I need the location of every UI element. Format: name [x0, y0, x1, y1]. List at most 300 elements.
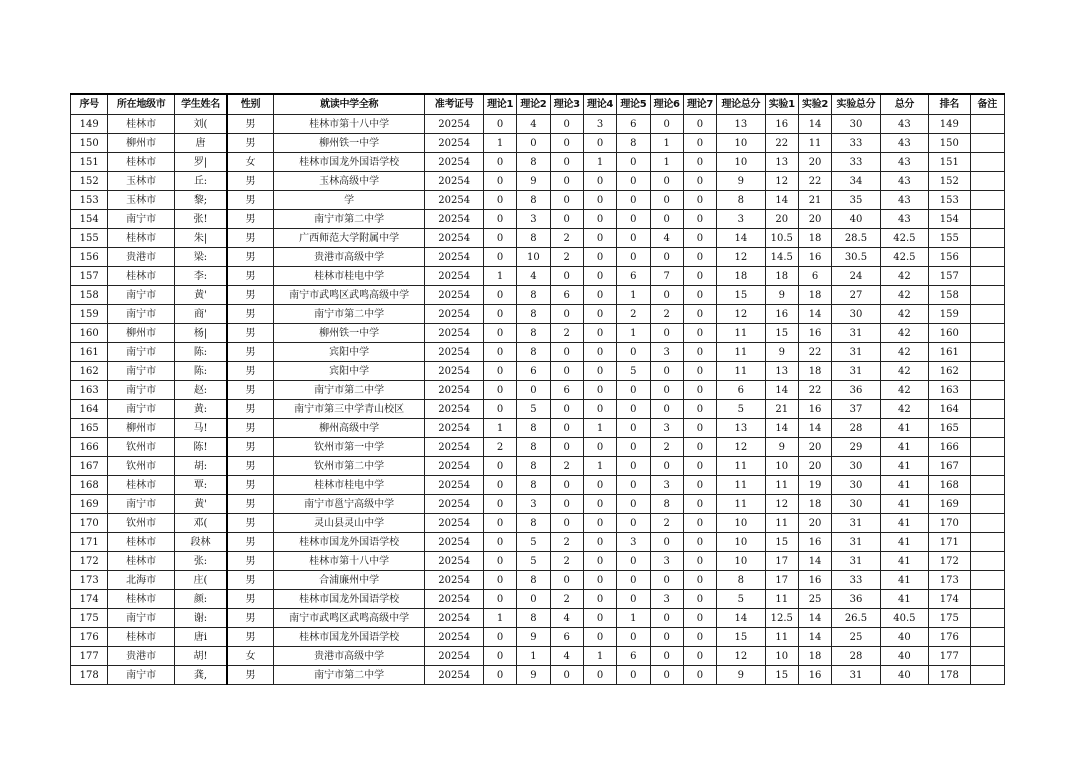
table-row — [71, 476, 1005, 495]
cell-student-name: 颜: — [175, 590, 228, 609]
cell-school: 钦州市第一中学 — [273, 438, 424, 457]
cell-student-name: 杨| — [175, 324, 228, 343]
cell-theory-6: 4 — [650, 229, 683, 248]
cell-theory-6: 3 — [650, 552, 683, 571]
cell-theory-2: 8 — [517, 343, 550, 362]
cell-exam-id: 20254 — [425, 362, 484, 381]
table-row — [71, 134, 1005, 153]
cell-school: 南宁市第三中学青山校区 — [273, 400, 424, 419]
cell-student-name: 黄: — [175, 400, 228, 419]
cell-theory-4: 0 — [583, 286, 616, 305]
cell-theory-1: 0 — [483, 362, 516, 381]
cell-total-score: 42 — [880, 267, 928, 286]
cell-theory-2: 1 — [517, 647, 550, 666]
cell-exam-id: 20254 — [425, 514, 484, 533]
table-row — [71, 381, 1005, 400]
cell-theory-5: 0 — [617, 552, 650, 571]
cell-theory-6: 0 — [650, 324, 683, 343]
cell-seq: 154 — [71, 210, 108, 229]
cell-city: 桂林市 — [108, 533, 175, 552]
cell-lab-2: 20 — [798, 210, 831, 229]
cell-theory-4: 0 — [583, 476, 616, 495]
cell-rank: 156 — [929, 248, 970, 267]
cell-theory-3: 0 — [550, 476, 583, 495]
cell-exam-id: 20254 — [425, 343, 484, 362]
table-row — [71, 457, 1005, 476]
col-header-gender: 性别 — [227, 94, 273, 115]
cell-exam-id: 20254 — [425, 419, 484, 438]
cell-total-score: 42 — [880, 305, 928, 324]
cell-theory-2: 8 — [517, 457, 550, 476]
cell-theory-2: 4 — [517, 115, 550, 134]
table-row — [71, 248, 1005, 267]
cell-seq: 166 — [71, 438, 108, 457]
cell-theory-3: 2 — [550, 590, 583, 609]
cell-theory-3: 2 — [550, 229, 583, 248]
cell-theory-4: 0 — [583, 438, 616, 457]
cell-theory-total: 10 — [717, 514, 765, 533]
cell-theory-3: 0 — [550, 400, 583, 419]
cell-city: 钦州市 — [108, 438, 175, 457]
cell-theory-2: 5 — [517, 552, 550, 571]
cell-school: 南宁市第二中学 — [273, 210, 424, 229]
cell-city: 北海市 — [108, 571, 175, 590]
cell-student-name: 陈: — [175, 362, 228, 381]
cell-exam-id: 20254 — [425, 229, 484, 248]
cell-theory-7: 0 — [683, 362, 716, 381]
cell-theory-5: 8 — [617, 134, 650, 153]
cell-school: 柳州铁一中学 — [273, 134, 424, 153]
cell-theory-5: 0 — [617, 571, 650, 590]
cell-seq: 167 — [71, 457, 108, 476]
cell-lab-1: 13 — [765, 362, 798, 381]
cell-seq: 175 — [71, 609, 108, 628]
col-header-city: 所在地级市 — [108, 94, 175, 115]
cell-theory-6: 1 — [650, 153, 683, 172]
cell-theory-6: 0 — [650, 571, 683, 590]
cell-city: 桂林市 — [108, 552, 175, 571]
cell-lab-2: 14 — [798, 115, 831, 134]
cell-theory-total: 12 — [717, 248, 765, 267]
cell-lab-total: 33 — [832, 153, 880, 172]
cell-remarks — [970, 438, 1004, 457]
cell-lab-2: 16 — [798, 400, 831, 419]
cell-school: 玉林高级中学 — [273, 172, 424, 191]
cell-city: 钦州市 — [108, 457, 175, 476]
cell-theory-6: 0 — [650, 210, 683, 229]
cell-lab-1: 17 — [765, 552, 798, 571]
cell-theory-5: 6 — [617, 267, 650, 286]
cell-theory-5: 0 — [617, 419, 650, 438]
cell-school: 桂林市国龙外国语学校 — [273, 590, 424, 609]
cell-theory-3: 2 — [550, 552, 583, 571]
cell-theory-5: 0 — [617, 628, 650, 647]
cell-remarks — [970, 115, 1004, 134]
cell-exam-id: 20254 — [425, 381, 484, 400]
cell-theory-5: 2 — [617, 305, 650, 324]
cell-lab-2: 20 — [798, 457, 831, 476]
cell-theory-4: 0 — [583, 628, 616, 647]
cell-theory-6: 0 — [650, 666, 683, 685]
cell-lab-2: 16 — [798, 248, 831, 267]
cell-total-score: 43 — [880, 172, 928, 191]
cell-theory-7: 0 — [683, 191, 716, 210]
cell-gender: 男 — [227, 438, 273, 457]
cell-city: 桂林市 — [108, 267, 175, 286]
cell-theory-total: 14 — [717, 609, 765, 628]
cell-school: 合浦廉州中学 — [273, 571, 424, 590]
cell-rank: 171 — [929, 533, 970, 552]
cell-lab-2: 14 — [798, 628, 831, 647]
cell-theory-3: 0 — [550, 191, 583, 210]
cell-seq: 151 — [71, 153, 108, 172]
table-row — [71, 495, 1005, 514]
cell-seq: 155 — [71, 229, 108, 248]
cell-theory-6: 0 — [650, 628, 683, 647]
cell-total-score: 40 — [880, 628, 928, 647]
cell-school: 贵港市高级中学 — [273, 248, 424, 267]
cell-city: 玉林市 — [108, 191, 175, 210]
cell-gender: 男 — [227, 305, 273, 324]
cell-total-score: 41 — [880, 514, 928, 533]
cell-city: 南宁市 — [108, 495, 175, 514]
cell-theory-2: 0 — [517, 134, 550, 153]
cell-student-name: 黎; — [175, 191, 228, 210]
cell-exam-id: 20254 — [425, 210, 484, 229]
cell-school: 钦州市第二中学 — [273, 457, 424, 476]
cell-theory-2: 9 — [517, 172, 550, 191]
cell-exam-id: 20254 — [425, 590, 484, 609]
cell-gender: 男 — [227, 495, 273, 514]
cell-lab-total: 30 — [832, 495, 880, 514]
cell-gender: 男 — [227, 343, 273, 362]
cell-theory-7: 0 — [683, 495, 716, 514]
cell-seq: 178 — [71, 666, 108, 685]
col-header-rank: 排名 — [929, 94, 970, 115]
cell-theory-6: 0 — [650, 172, 683, 191]
cell-student-name: 黄' — [175, 286, 228, 305]
cell-lab-total: 31 — [832, 343, 880, 362]
cell-lab-2: 18 — [798, 362, 831, 381]
table-row — [71, 153, 1005, 172]
cell-theory-7: 0 — [683, 552, 716, 571]
cell-theory-5: 0 — [617, 153, 650, 172]
cell-theory-1: 0 — [483, 210, 516, 229]
cell-theory-1: 0 — [483, 172, 516, 191]
cell-lab-total: 33 — [832, 571, 880, 590]
cell-theory-5: 3 — [617, 533, 650, 552]
cell-city: 南宁市 — [108, 305, 175, 324]
cell-theory-1: 0 — [483, 590, 516, 609]
cell-school: 灵山县灵山中学 — [273, 514, 424, 533]
col-header-exam-id: 准考证号 — [425, 94, 484, 115]
cell-gender: 男 — [227, 229, 273, 248]
cell-seq: 150 — [71, 134, 108, 153]
cell-theory-4: 0 — [583, 267, 616, 286]
cell-lab-total: 24 — [832, 267, 880, 286]
cell-lab-total: 30 — [832, 305, 880, 324]
cell-remarks — [970, 571, 1004, 590]
cell-lab-total: 34 — [832, 172, 880, 191]
cell-lab-1: 12 — [765, 172, 798, 191]
cell-school: 桂林市第十八中学 — [273, 552, 424, 571]
cell-rank: 162 — [929, 362, 970, 381]
cell-theory-total: 11 — [717, 457, 765, 476]
cell-seq: 158 — [71, 286, 108, 305]
cell-total-score: 42 — [880, 324, 928, 343]
cell-gender: 男 — [227, 533, 273, 552]
cell-theory-3: 6 — [550, 286, 583, 305]
cell-total-score: 40 — [880, 647, 928, 666]
cell-rank: 160 — [929, 324, 970, 343]
cell-theory-3: 0 — [550, 172, 583, 191]
cell-lab-total: 40 — [832, 210, 880, 229]
cell-lab-total: 31 — [832, 514, 880, 533]
cell-theory-7: 0 — [683, 381, 716, 400]
cell-rank: 165 — [929, 419, 970, 438]
cell-total-score: 42.5 — [880, 229, 928, 248]
cell-lab-1: 20 — [765, 210, 798, 229]
cell-total-score: 41 — [880, 533, 928, 552]
cell-seq: 159 — [71, 305, 108, 324]
cell-rank: 149 — [929, 115, 970, 134]
cell-theory-7: 0 — [683, 571, 716, 590]
cell-theory-4: 0 — [583, 590, 616, 609]
cell-theory-5: 0 — [617, 438, 650, 457]
cell-theory-2: 8 — [517, 305, 550, 324]
col-header-lab-total: 实验总分 — [832, 94, 880, 115]
cell-exam-id: 20254 — [425, 134, 484, 153]
cell-theory-total: 10 — [717, 533, 765, 552]
cell-rank: 154 — [929, 210, 970, 229]
cell-theory-7: 0 — [683, 267, 716, 286]
cell-lab-2: 20 — [798, 514, 831, 533]
cell-total-score: 43 — [880, 191, 928, 210]
cell-theory-4: 0 — [583, 400, 616, 419]
cell-school: 宾阳中学 — [273, 362, 424, 381]
cell-lab-1: 14 — [765, 191, 798, 210]
cell-theory-2: 8 — [517, 191, 550, 210]
cell-theory-4: 0 — [583, 134, 616, 153]
cell-theory-1: 0 — [483, 115, 516, 134]
cell-theory-6: 0 — [650, 191, 683, 210]
cell-theory-4: 0 — [583, 381, 616, 400]
cell-theory-2: 5 — [517, 400, 550, 419]
cell-theory-5: 0 — [617, 210, 650, 229]
cell-theory-total: 18 — [717, 267, 765, 286]
cell-theory-7: 0 — [683, 590, 716, 609]
cell-lab-2: 18 — [798, 495, 831, 514]
cell-exam-id: 20254 — [425, 305, 484, 324]
cell-lab-1: 9 — [765, 438, 798, 457]
cell-student-name: 丘: — [175, 172, 228, 191]
cell-theory-7: 0 — [683, 229, 716, 248]
cell-theory-5: 5 — [617, 362, 650, 381]
cell-total-score: 40.5 — [880, 609, 928, 628]
cell-seq: 157 — [71, 267, 108, 286]
cell-theory-total: 11 — [717, 324, 765, 343]
cell-lab-total: 35 — [832, 191, 880, 210]
cell-theory-7: 0 — [683, 647, 716, 666]
cell-theory-6: 2 — [650, 438, 683, 457]
table-row — [71, 647, 1005, 666]
cell-rank: 176 — [929, 628, 970, 647]
cell-school: 广西师范大学附属中学 — [273, 229, 424, 248]
cell-seq: 149 — [71, 115, 108, 134]
cell-student-name: 赵: — [175, 381, 228, 400]
cell-student-name: 李: — [175, 267, 228, 286]
cell-remarks — [970, 172, 1004, 191]
table-row — [71, 514, 1005, 533]
cell-theory-6: 2 — [650, 514, 683, 533]
cell-city: 柳州市 — [108, 134, 175, 153]
cell-remarks — [970, 191, 1004, 210]
cell-rank: 175 — [929, 609, 970, 628]
table-row — [71, 229, 1005, 248]
cell-theory-2: 8 — [517, 153, 550, 172]
cell-lab-total: 30.5 — [832, 248, 880, 267]
cell-school: 南宁市第二中学 — [273, 666, 424, 685]
cell-remarks — [970, 210, 1004, 229]
cell-exam-id: 20254 — [425, 476, 484, 495]
cell-rank: 164 — [929, 400, 970, 419]
cell-total-score: 41 — [880, 571, 928, 590]
table-row — [71, 571, 1005, 590]
cell-theory-total: 12 — [717, 438, 765, 457]
cell-remarks — [970, 248, 1004, 267]
cell-student-name: 朱| — [175, 229, 228, 248]
cell-theory-4: 0 — [583, 533, 616, 552]
cell-school: 宾阳中学 — [273, 343, 424, 362]
cell-theory-2: 9 — [517, 628, 550, 647]
cell-lab-1: 10 — [765, 647, 798, 666]
cell-theory-total: 5 — [717, 400, 765, 419]
cell-lab-2: 14 — [798, 419, 831, 438]
cell-remarks — [970, 590, 1004, 609]
cell-remarks — [970, 381, 1004, 400]
cell-theory-3: 0 — [550, 438, 583, 457]
cell-lab-total: 37 — [832, 400, 880, 419]
cell-theory-1: 1 — [483, 419, 516, 438]
cell-city: 钦州市 — [108, 514, 175, 533]
table-row — [71, 438, 1005, 457]
cell-theory-1: 0 — [483, 400, 516, 419]
cell-theory-1: 0 — [483, 248, 516, 267]
cell-student-name: 陈! — [175, 438, 228, 457]
table-row — [71, 400, 1005, 419]
cell-theory-1: 0 — [483, 514, 516, 533]
cell-total-score: 43 — [880, 115, 928, 134]
cell-lab-1: 18 — [765, 267, 798, 286]
cell-seq: 156 — [71, 248, 108, 267]
cell-student-name: 马! — [175, 419, 228, 438]
col-header-seq: 序号 — [71, 94, 108, 115]
cell-theory-5: 6 — [617, 115, 650, 134]
col-header-theory-7: 理论7 — [683, 94, 716, 115]
cell-theory-2: 5 — [517, 533, 550, 552]
cell-theory-4: 0 — [583, 362, 616, 381]
cell-gender: 男 — [227, 248, 273, 267]
cell-remarks — [970, 533, 1004, 552]
col-header-remarks: 备注 — [970, 94, 1004, 115]
table-row — [71, 362, 1005, 381]
cell-theory-4: 0 — [583, 514, 616, 533]
cell-total-score: 41 — [880, 419, 928, 438]
cell-lab-1: 17 — [765, 571, 798, 590]
cell-lab-2: 18 — [798, 647, 831, 666]
cell-theory-7: 0 — [683, 115, 716, 134]
cell-theory-2: 9 — [517, 666, 550, 685]
cell-theory-2: 8 — [517, 514, 550, 533]
table-row — [71, 286, 1005, 305]
cell-theory-3: 6 — [550, 381, 583, 400]
cell-school: 桂林市第十八中学 — [273, 115, 424, 134]
cell-theory-6: 0 — [650, 647, 683, 666]
cell-theory-4: 0 — [583, 210, 616, 229]
cell-lab-1: 15 — [765, 533, 798, 552]
cell-exam-id: 20254 — [425, 628, 484, 647]
cell-theory-total: 8 — [717, 571, 765, 590]
cell-theory-5: 0 — [617, 248, 650, 267]
cell-gender: 男 — [227, 191, 273, 210]
table-row — [71, 552, 1005, 571]
cell-theory-5: 6 — [617, 647, 650, 666]
cell-exam-id: 20254 — [425, 324, 484, 343]
cell-gender: 男 — [227, 362, 273, 381]
cell-remarks — [970, 305, 1004, 324]
cell-city: 南宁市 — [108, 400, 175, 419]
cell-rank: 153 — [929, 191, 970, 210]
table-row — [71, 210, 1005, 229]
cell-theory-6: 0 — [650, 362, 683, 381]
cell-lab-2: 16 — [798, 533, 831, 552]
table-row — [71, 305, 1005, 324]
cell-student-name: 胡! — [175, 647, 228, 666]
cell-theory-total: 6 — [717, 381, 765, 400]
cell-city: 南宁市 — [108, 210, 175, 229]
cell-theory-5: 0 — [617, 476, 650, 495]
cell-rank: 150 — [929, 134, 970, 153]
cell-exam-id: 20254 — [425, 666, 484, 685]
cell-rank: 157 — [929, 267, 970, 286]
cell-remarks — [970, 609, 1004, 628]
cell-seq: 177 — [71, 647, 108, 666]
cell-gender: 男 — [227, 666, 273, 685]
cell-theory-total: 11 — [717, 343, 765, 362]
cell-lab-total: 28 — [832, 647, 880, 666]
cell-theory-4: 0 — [583, 305, 616, 324]
cell-city: 南宁市 — [108, 362, 175, 381]
cell-exam-id: 20254 — [425, 153, 484, 172]
table-row — [71, 609, 1005, 628]
col-header-total-score: 总分 — [880, 94, 928, 115]
cell-theory-3: 0 — [550, 153, 583, 172]
cell-theory-2: 8 — [517, 609, 550, 628]
cell-lab-1: 16 — [765, 115, 798, 134]
cell-gender: 男 — [227, 628, 273, 647]
cell-theory-7: 0 — [683, 438, 716, 457]
cell-lab-2: 22 — [798, 381, 831, 400]
cell-gender: 男 — [227, 381, 273, 400]
cell-lab-1: 15 — [765, 324, 798, 343]
cell-theory-2: 8 — [517, 419, 550, 438]
cell-theory-total: 12 — [717, 305, 765, 324]
cell-remarks — [970, 362, 1004, 381]
cell-gender: 男 — [227, 609, 273, 628]
cell-remarks — [970, 267, 1004, 286]
cell-gender: 男 — [227, 172, 273, 191]
cell-lab-2: 16 — [798, 666, 831, 685]
